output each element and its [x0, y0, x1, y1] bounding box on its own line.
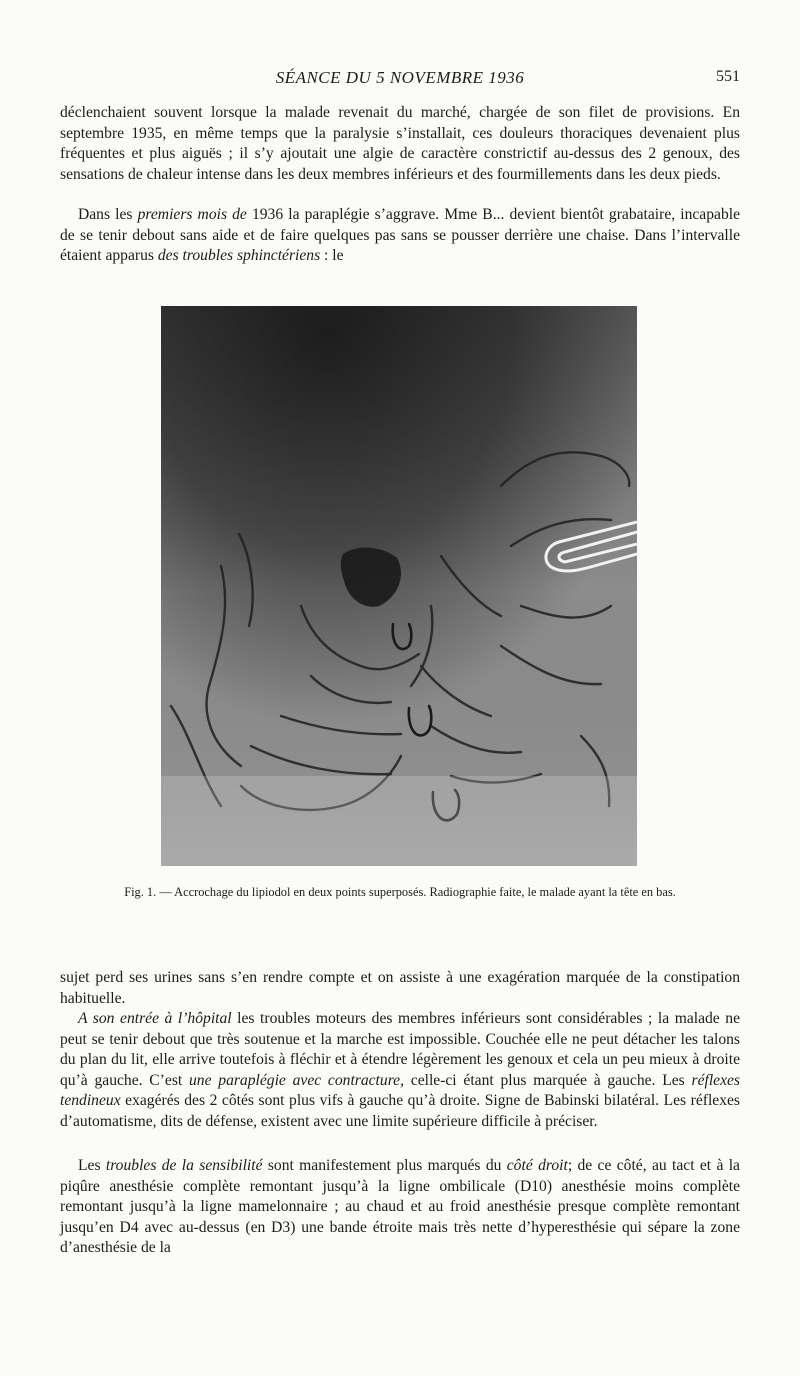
paragraph-bottom-1 — [60, 968, 740, 1009]
text-run: déclenchaient souvent lorsque la malade revenait du marché, chargée de son filet de provisions. En septembre 1935, en même temps que la paralysie s’installait, ces douleurs thoraciques devenaient plus fréquentes et plus aiguës ; il s’y ajoutait une algie de caractère constrictif au-dessus des 2 genoux, des sensations de chaleur intense dans les deux membres inférieurs et des fourmillements dans les deux pieds. — [60, 104, 740, 183]
italic-text: premiers mois de — [137, 206, 247, 223]
figure-radiograph — [161, 306, 637, 866]
text-run: 1936 la paraplégie s’aggrave. Mme B... devient bientôt grabataire, incapable de se tenir debout sans aide et de faire quelques pas sans se pousser derrière une chaise. Dans l’intervalle étaient apparus — [60, 206, 740, 264]
text-run: Dans les — [78, 206, 138, 223]
italic-text: une paraplégie avec contracture, — [188, 1071, 404, 1089]
figure-label: Fig. 1. — [124, 885, 157, 899]
text-run: exagérés des 2 côtés sont plus vifs à gauche qu’à droite. Signe de Babinski bilatéral. Les réflexes d’automatisme, dits de défense, existent avec une limite supérieure difficile à préciser. — [60, 1092, 740, 1130]
page-number: 551 — [716, 68, 740, 85]
running-title: SÉANCE DU 5 NOVEMBRE 1936 — [275, 68, 525, 87]
text-run: sujet perd ses urines sans s’en rendre compte et on assiste à une exagération marquée de la constipation habituelle. — [60, 969, 740, 1007]
text-run: sont manifestement plus marqués du — [262, 1157, 507, 1174]
italic-text: A son entrée à l’hôpital — [78, 1010, 232, 1027]
text-run: celle-ci étant plus marquée à gauche. Les — [404, 1071, 692, 1089]
text-run: : le — [320, 247, 344, 264]
text-run: Les — [78, 1157, 106, 1174]
italic-text: des troubles sphinctériens — [157, 247, 321, 264]
paragraph-top-2 — [60, 205, 740, 267]
running-header — [60, 68, 740, 92]
italic-text: troubles de la sensibilité — [105, 1157, 263, 1174]
figure-caption — [60, 884, 740, 900]
italic-text: réflexes tendineux — [60, 1071, 740, 1109]
paragraph-bottom-3 — [60, 1156, 740, 1259]
paragraph-top-1 — [60, 103, 740, 185]
italic-text: côté droit — [506, 1157, 568, 1174]
text-run: ; de ce côté, au tact et à la piqûre anesthésie complète remontant jusqu’à la ligne ombilicale (D10) anesthésie moins complète remontant jusqu’à la ligne mamelonnaire ; au chaud et au froid anesthésie presque complète remontant jusqu’en D4 avec au-dessus (en D3) une bande étroite mais très nette d’hyperesthésie qui sépare la zone d’anesthésie de la — [60, 1157, 740, 1256]
text-run: les troubles moteurs des membres inférieurs sont considérables ; la malade ne peut se tenir debout que très soutenue et la marche est impossible. Couchée elle ne peut détacher les talons du plan du lit, elle arrive toutefois à fléchir et à étendre légèrement les genoux et cela un peu mieux à droite qu’à gauche. C’est — [60, 1010, 740, 1089]
figure-caption-text: — Accrochage du lipiodol en deux points superposés. Radiographie faite, le malade ayant la tête en bas. — [159, 885, 676, 899]
paragraph-bottom-2 — [60, 1009, 740, 1132]
radiograph-image — [161, 306, 637, 866]
